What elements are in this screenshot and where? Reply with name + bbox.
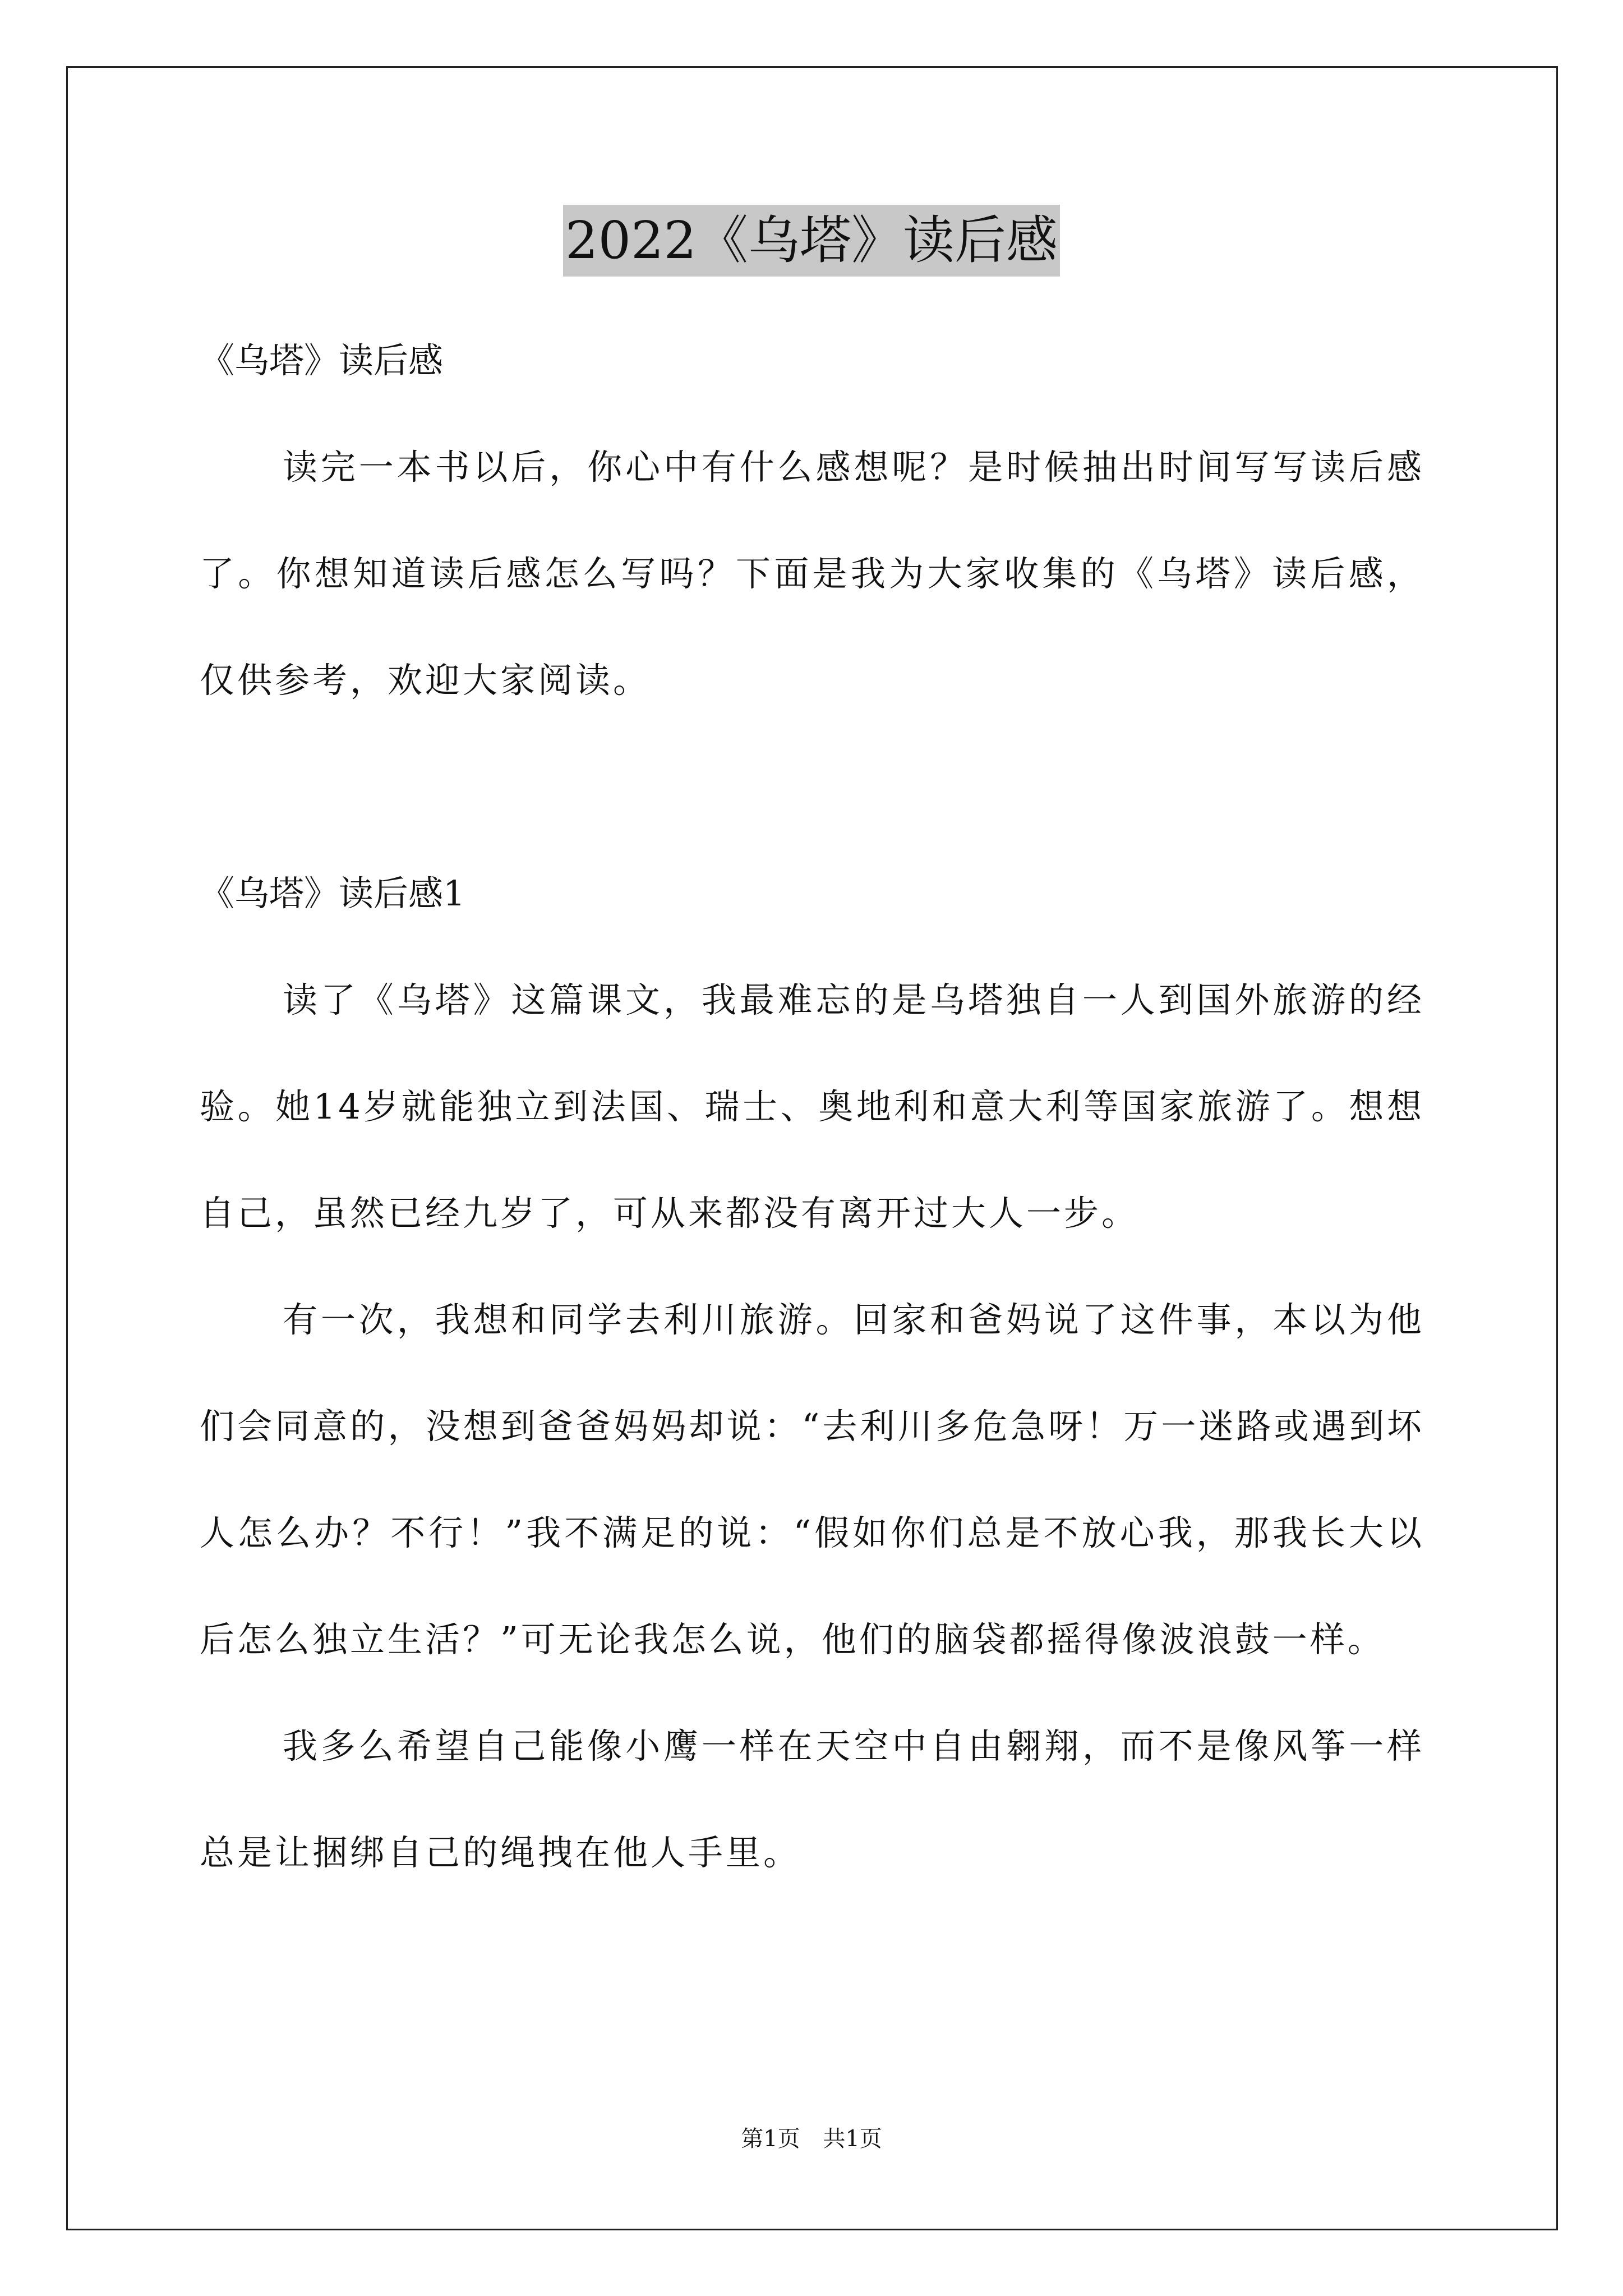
section1-paragraph-1: 读了《乌塔》这篇课文，我最难忘的是乌塔独自一人到国外旅游的经验。她14岁就能独立到法国、瑞士、奥地利和意大利等国家旅游了。想想自己，虽然已经九岁了，可从来都没有离开过大人一步。: [200, 979, 1424, 1234]
section1-paragraph-2: 有一次，我想和同学去利川旅游。回家和爸妈说了这件事，本以为他们会同意的，没想到爸爸妈妈却说：“去利川多危急呀！万一迷路或遇到坏人怎么办？不行！”我不满足的说：“假如你们总是不放心我，那我长大以后怎么独立生活？”可无论我怎么说，他们的脑袋都摇得像波浪鼓一样。: [200, 1299, 1424, 1660]
section-spacer: [200, 734, 1424, 840]
document-body: [200, 307, 1424, 1906]
page-total: 共1页: [823, 2126, 882, 2152]
title-container: [0, 205, 1623, 277]
intro-heading: 《乌塔》读后感: [200, 340, 444, 381]
section1-paragraph-3: 我多么希望自己能像小鹰一样在天空中自由翱翔，而不是像风筝一样总是让捆绑自己的绳拽在他人手里。: [200, 1726, 1424, 1873]
document-title: 2022《乌塔》读后感: [563, 205, 1060, 277]
section1-heading: 《乌塔》读后感1: [200, 873, 465, 914]
page-footer: [0, 2125, 1623, 2153]
intro-paragraph: 读完一本书以后，你心中有什么感想呢？是时候抽出时间写写读后感了。你想知道读后感怎么写吗？下面是我为大家收集的《乌塔》读后感，仅供参考，欢迎大家阅读。: [200, 447, 1424, 701]
page-number: 第1页: [741, 2126, 800, 2152]
